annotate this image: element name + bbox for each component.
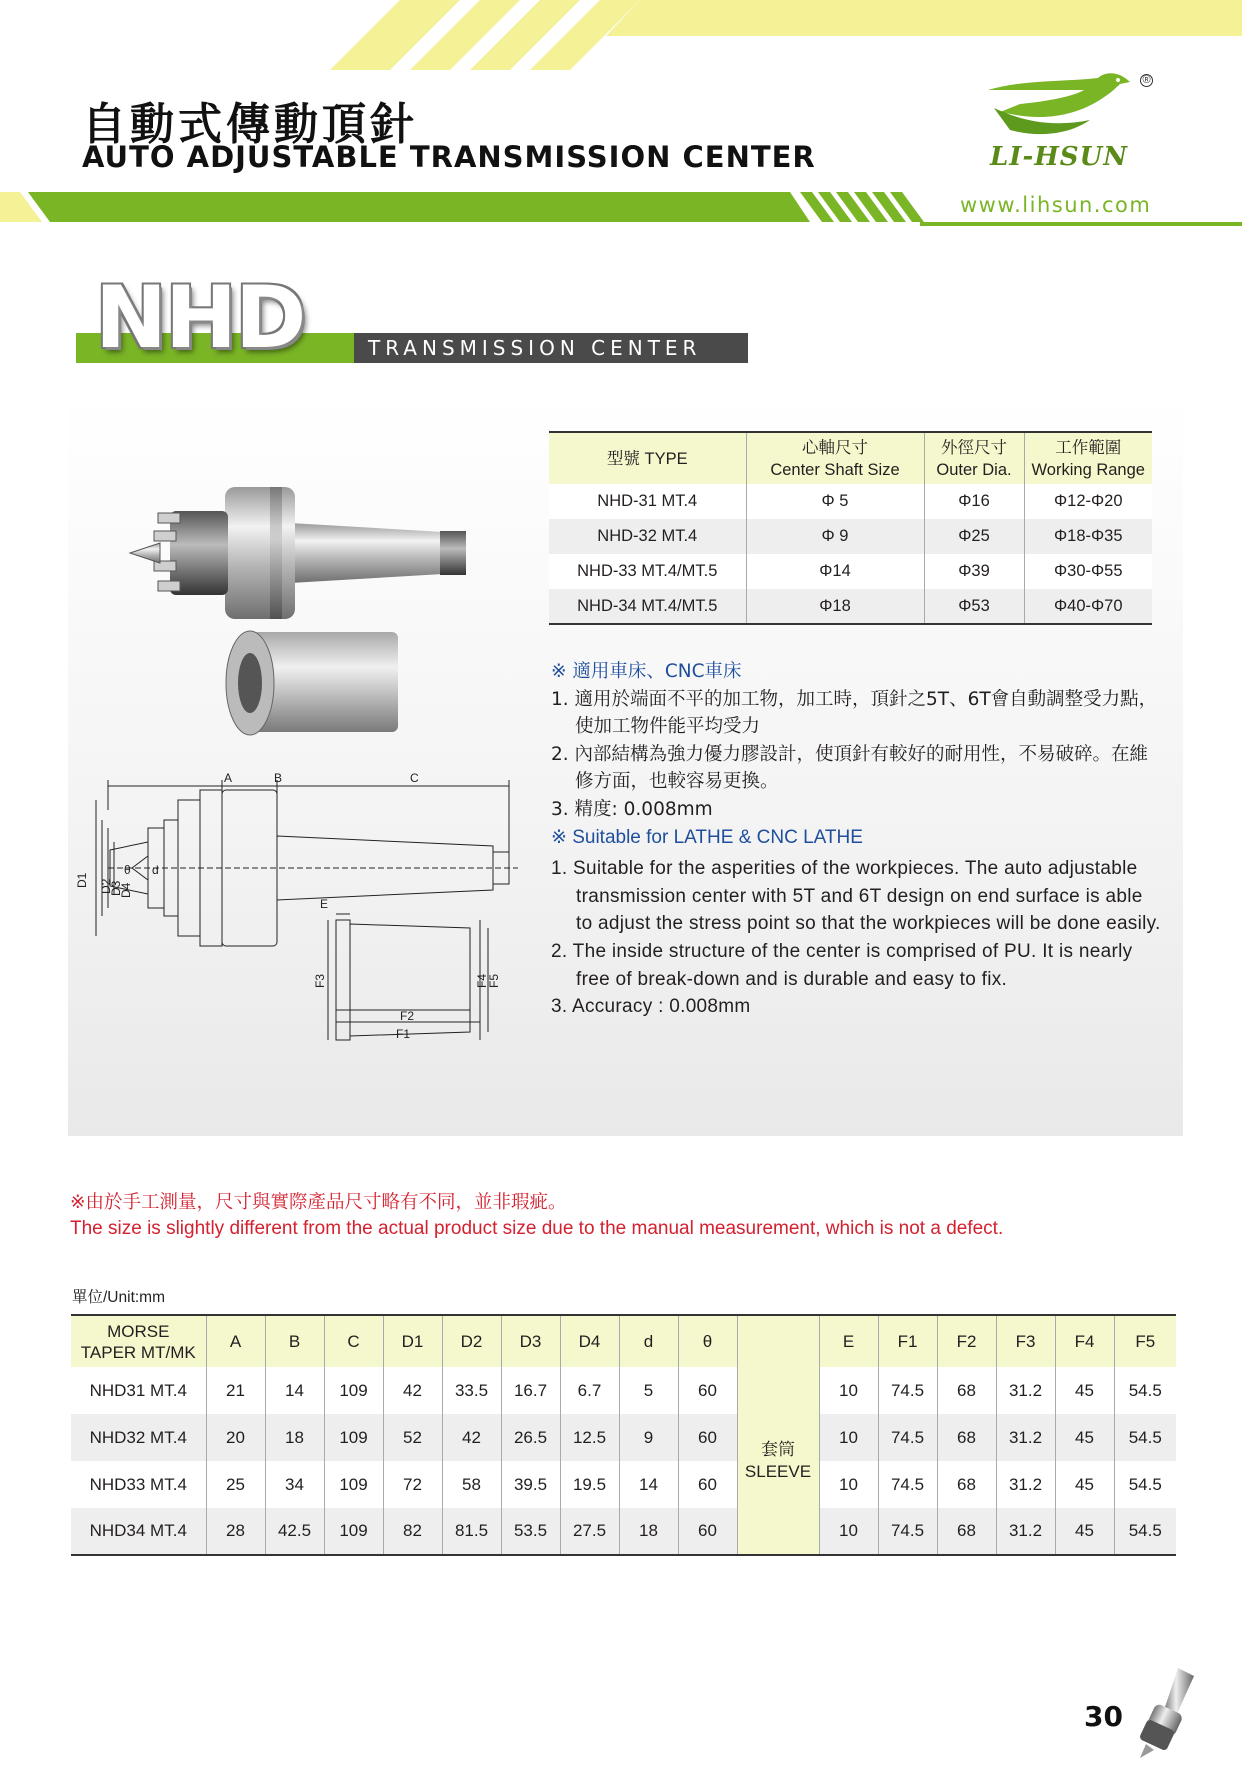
spec-cell: Φ12-Φ20	[1024, 484, 1152, 519]
dim-cell: 27.5	[560, 1508, 619, 1555]
measurement-note-en: The size is slightly different from the actual product size due to the manual measurement, which is not a defect.	[70, 1218, 1004, 1239]
dim-cell: 21	[206, 1367, 265, 1414]
dimension-table-header	[71, 1315, 1176, 1367]
dim-label-f4: F4	[475, 973, 489, 988]
spec-cell: Φ14	[746, 554, 924, 589]
dim-label-e: E	[320, 897, 329, 911]
spec-cell: Φ40-Φ70	[1024, 589, 1152, 624]
page-title-en: AUTO ADJUSTABLE TRANSMISSION CENTER	[82, 140, 816, 174]
dim-header: F2	[937, 1315, 996, 1367]
dim-model: NHD31 MT.4	[71, 1367, 206, 1414]
dim-cell: 68	[937, 1367, 996, 1414]
table-row	[71, 1414, 1176, 1461]
dim-header: F4	[1055, 1315, 1114, 1367]
dim-cell: 34	[265, 1461, 324, 1508]
dim-cell: 42.5	[265, 1508, 324, 1555]
page-title-zh: 自動式傳動頂針	[82, 99, 418, 150]
dim-cell: 60	[678, 1367, 737, 1414]
product-type-suffix: 型	[318, 341, 335, 358]
spec-cell: NHD-34 MT.4/MT.5	[549, 589, 746, 624]
feature-zh-3: 3. 精度: 0.008mm	[551, 798, 713, 820]
page-number: 30	[1084, 1700, 1123, 1733]
live-center-corner-icon	[1136, 1664, 1206, 1760]
dim-cell: 82	[383, 1508, 442, 1555]
feature-en-2: 2. The inside structure of the center is comprised of PU. It is nearly free of break-down and is durable and easy to fix.	[551, 940, 1133, 990]
spec-header-outer: 外徑尺寸 Outer Dia.	[924, 432, 1024, 484]
feature-en-3: 3. Accuracy : 0.008mm	[551, 996, 751, 1018]
dim-cell: 10	[819, 1508, 878, 1555]
dim-cell: 14	[619, 1461, 678, 1508]
dim-label-d4: D4	[119, 882, 133, 898]
dim-label-theta: θ	[124, 863, 131, 877]
dim-header: θ	[678, 1315, 737, 1367]
dim-cell: 10	[819, 1461, 878, 1508]
dim-model: NHD33 MT.4	[71, 1461, 206, 1508]
sleeve-photo	[222, 628, 402, 738]
application-note-en: ※ Suitable for LATHE & CNC LATHE	[551, 826, 863, 848]
dim-cell: 74.5	[878, 1461, 937, 1508]
dim-cell: 54.5	[1114, 1508, 1176, 1555]
dim-header: F1	[878, 1315, 937, 1367]
registered-mark: ®	[1140, 74, 1153, 87]
spec-cell: Φ18	[746, 589, 924, 624]
dim-label-c: C	[410, 771, 419, 785]
dim-cell: 74.5	[878, 1367, 937, 1414]
spec-header-shaft: 心軸尺寸 Center Shaft Size	[746, 432, 924, 484]
dim-cell: 54.5	[1114, 1414, 1176, 1461]
lihsun-bird-logo	[980, 68, 1140, 140]
dim-cell: 68	[937, 1461, 996, 1508]
website-url[interactable]: www.lihsun.com	[960, 193, 1152, 217]
product-code: NHD	[95, 268, 305, 368]
dim-label-f1: F1	[396, 1027, 411, 1041]
product-label: TRANSMISSION CENTER	[354, 333, 748, 363]
dim-cell: 28	[206, 1508, 265, 1555]
spec-cell: Φ53	[924, 589, 1024, 624]
dim-cell: 81.5	[442, 1508, 501, 1555]
table-row	[71, 1461, 1176, 1508]
dim-header: F5	[1114, 1315, 1176, 1367]
dim-cell: 10	[819, 1367, 878, 1414]
dim-label-d2: D2	[99, 878, 113, 894]
dim-cell: 60	[678, 1461, 737, 1508]
dim-cell: 54.5	[1114, 1461, 1176, 1508]
dim-cell: 109	[324, 1367, 383, 1414]
dim-cell: 109	[324, 1414, 383, 1461]
dim-cell: 10	[819, 1414, 878, 1461]
dim-label-f3: F3	[313, 973, 327, 988]
dim-header: A	[206, 1315, 265, 1367]
table-row	[549, 554, 1152, 589]
spec-cell: Φ 5	[746, 484, 924, 519]
dim-model: NHD34 MT.4	[71, 1508, 206, 1555]
brand-name: LI-HSUN	[990, 142, 1129, 172]
dim-cell: 12.5	[560, 1414, 619, 1461]
dim-header: D3	[501, 1315, 560, 1367]
dim-label-f2: F2	[400, 1009, 415, 1023]
table-row	[71, 1508, 1176, 1555]
dim-model: NHD32 MT.4	[71, 1414, 206, 1461]
dim-cell: 109	[324, 1508, 383, 1555]
dim-header: F3	[996, 1315, 1055, 1367]
dim-header: d	[619, 1315, 678, 1367]
dim-cell: 68	[937, 1414, 996, 1461]
unit-label: 單位/Unit:mm	[72, 1289, 166, 1306]
dim-cell: 52	[383, 1414, 442, 1461]
spec-cell: Φ18-Φ35	[1024, 519, 1152, 554]
dim-header-sleeve	[737, 1315, 819, 1367]
dim-cell: 68	[937, 1508, 996, 1555]
table-row	[549, 519, 1152, 554]
spec-cell: Φ 9	[746, 519, 924, 554]
dim-label-b: B	[274, 771, 283, 785]
dim-cell: 14	[265, 1367, 324, 1414]
spec-cell: NHD-31 MT.4	[549, 484, 746, 519]
dim-cell: 74.5	[878, 1414, 937, 1461]
dim-cell: 9	[619, 1414, 678, 1461]
dim-cell: 45	[1055, 1414, 1114, 1461]
transmission-center-photo	[130, 465, 470, 635]
dim-cell: 60	[678, 1508, 737, 1555]
dim-header-morse: MORSE TAPER MT/MK	[71, 1315, 206, 1367]
spec-cell: Φ30-Φ55	[1024, 554, 1152, 589]
spec-header-type: 型號 TYPE	[549, 432, 746, 484]
dim-header: D4	[560, 1315, 619, 1367]
dim-cell: 6.7	[560, 1367, 619, 1414]
dim-cell: 42	[442, 1414, 501, 1461]
dim-label-d: d	[152, 863, 159, 877]
dim-cell: 16.7	[501, 1367, 560, 1414]
spec-cell: Φ25	[924, 519, 1024, 554]
dim-header: E	[819, 1315, 878, 1367]
dim-cell: 54.5	[1114, 1367, 1176, 1414]
dim-cell: 31.2	[996, 1367, 1055, 1414]
dim-cell: 33.5	[442, 1367, 501, 1414]
dim-cell: 31.2	[996, 1414, 1055, 1461]
dimension-drawing	[75, 770, 528, 1041]
dim-cell: 42	[383, 1367, 442, 1414]
spec-cell: Φ39	[924, 554, 1024, 589]
dim-header: D1	[383, 1315, 442, 1367]
spec-cell: NHD-32 MT.4	[549, 519, 746, 554]
spec-table-header	[549, 432, 1152, 484]
dim-cell: 58	[442, 1461, 501, 1508]
dim-cell: 5	[619, 1367, 678, 1414]
dim-cell: 18	[265, 1414, 324, 1461]
dim-header: B	[265, 1315, 324, 1367]
dim-cell: 39.5	[501, 1461, 560, 1508]
dim-cell: 26.5	[501, 1414, 560, 1461]
dim-header: D2	[442, 1315, 501, 1367]
spec-cell: Φ16	[924, 484, 1024, 519]
product-description	[551, 658, 1161, 1021]
dim-cell: 45	[1055, 1508, 1114, 1555]
dim-cell: 31.2	[996, 1461, 1055, 1508]
dim-cell: 109	[324, 1461, 383, 1508]
dim-label-d1: D1	[75, 872, 89, 888]
dim-cell: 60	[678, 1414, 737, 1461]
dim-cell: 31.2	[996, 1508, 1055, 1555]
feature-zh-1: 1. 適用於端面不平的加工物，加工時，頂針之5T、6T會自動調整受力點，使加工物件能平均受力	[551, 688, 1158, 738]
table-row	[71, 1367, 1176, 1414]
dim-label-d3: D3	[109, 880, 123, 896]
dim-cell: 19.5	[560, 1461, 619, 1508]
dim-cell: 53.5	[501, 1508, 560, 1555]
dim-cell: 72	[383, 1461, 442, 1508]
spec-cell: NHD-33 MT.4/MT.5	[549, 554, 746, 589]
feature-en-1: 1. Suitable for the asperities of the workpieces. The auto adjustable transmission center with 5T and 6T design on end surface is able to adjust the stress point so that the workpieces will be done easily.	[551, 858, 1161, 935]
dim-cell: 18	[619, 1508, 678, 1555]
dimension-table	[71, 1314, 1176, 1556]
spec-table	[549, 431, 1152, 625]
table-row	[549, 484, 1152, 519]
table-row	[549, 589, 1152, 624]
dim-label-a: A	[224, 771, 233, 785]
dim-header: C	[324, 1315, 383, 1367]
dim-cell: 45	[1055, 1461, 1114, 1508]
measurement-note-zh: ※由於手工測量，尺寸與實際產品尺寸略有不同，並非瑕疵。	[70, 1192, 567, 1213]
spec-header-range: 工作範圍 Working Range	[1024, 432, 1152, 484]
application-note-zh: ※ 適用車床、CNC車床	[551, 661, 742, 682]
sleeve-cell: 套筒 SLEEVE	[737, 1367, 819, 1555]
dim-cell: 25	[206, 1461, 265, 1508]
dim-label-f5: F5	[487, 973, 501, 988]
dim-cell: 45	[1055, 1367, 1114, 1414]
dim-cell: 20	[206, 1414, 265, 1461]
dim-cell: 74.5	[878, 1508, 937, 1555]
feature-zh-2: 2. 內部結構為強力優力膠設計，使頂針有較好的耐用性，不易破碎。在維修方面，也較容易更換。	[551, 743, 1149, 793]
